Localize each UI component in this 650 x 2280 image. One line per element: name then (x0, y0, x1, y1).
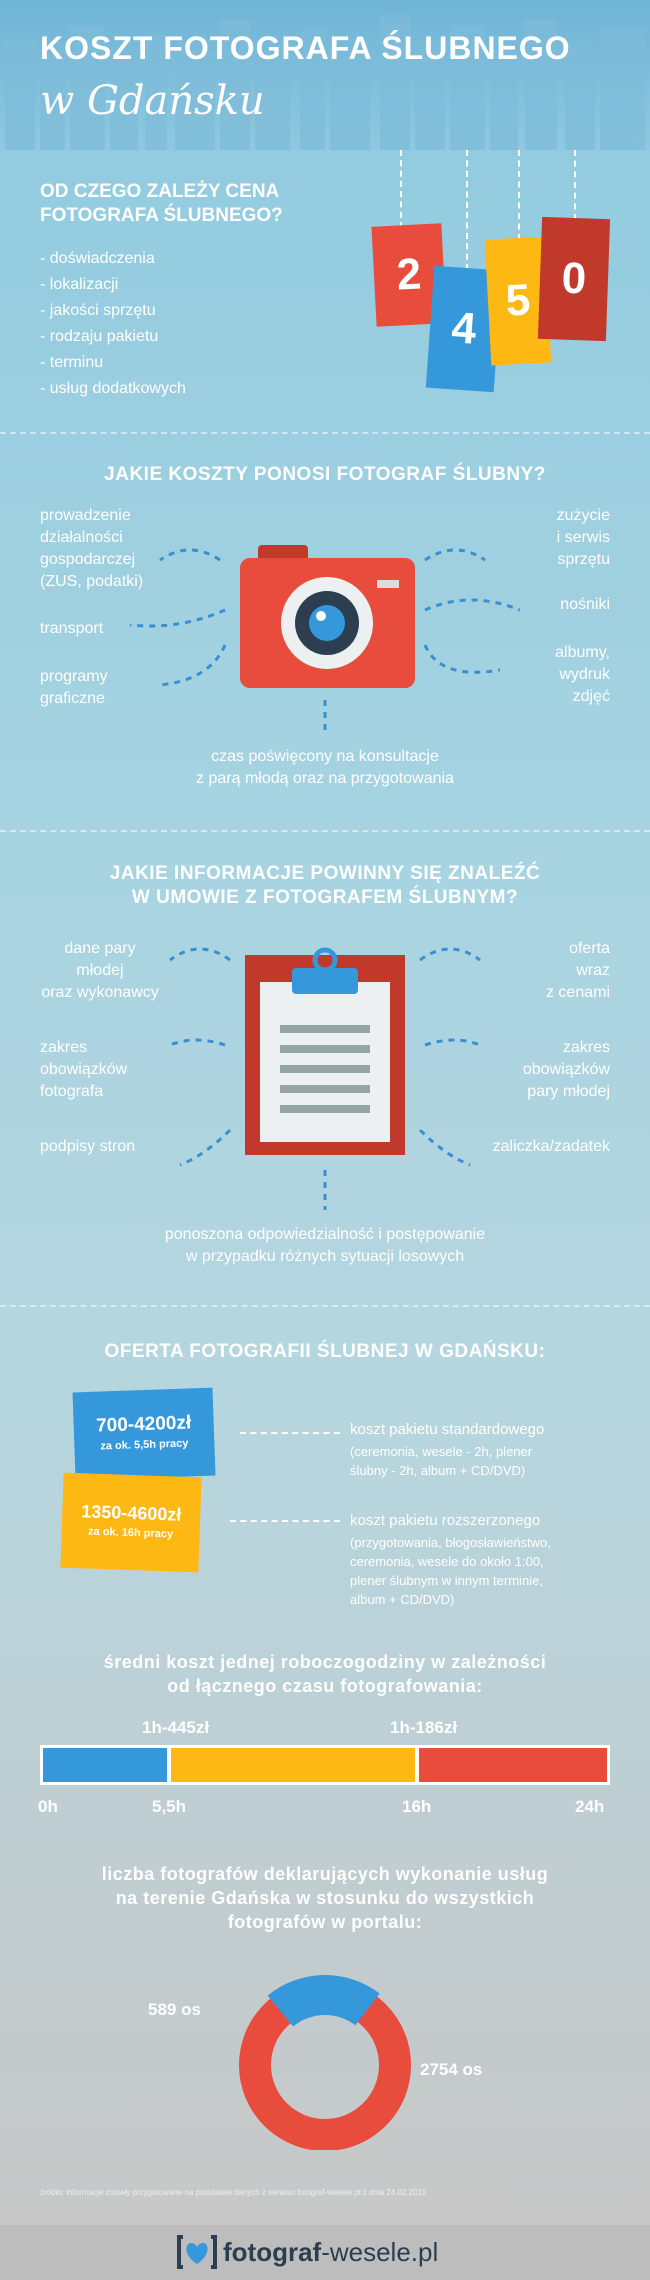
label-line: działalności (40, 529, 123, 546)
label-line: prowadzenie (40, 507, 131, 524)
label-line: ponoszona odpowiedzialność i postępowanie (164, 1226, 486, 1243)
hanging-string (518, 150, 520, 240)
timeline-segment-blue (43, 1748, 167, 1782)
list-item: - rodzaju pakietu (40, 328, 159, 345)
rate-label-extended: 1h-186zł (390, 1718, 458, 1737)
city-skyline-icon (0, 0, 650, 150)
list-item: - jakości sprzętu (40, 302, 156, 319)
divider (0, 830, 650, 832)
donut-large-slice (255, 1995, 395, 2135)
list-item: - usług dodatkowych (40, 380, 186, 397)
desc-line: (przygotowania, błogosławieństwo, (350, 1535, 551, 1550)
list-item: - lokalizacji (40, 276, 119, 293)
standard-package-title: koszt pakietu standardowego (350, 1421, 545, 1438)
hanging-string (466, 150, 468, 270)
divider (0, 1305, 650, 1307)
tick-label: 24h (575, 1797, 605, 1816)
label-line: i serwis (556, 529, 610, 546)
label-line: pary młodej (527, 1083, 610, 1100)
deposit-label: zaliczka/zadatek (492, 1138, 610, 1155)
label-line: oferta (569, 940, 610, 957)
section1-heading-line: OD CZEGO ZALEŻY CENA (40, 181, 280, 202)
label-line: zakres (40, 1039, 88, 1056)
tick-label: 5,5h (152, 1797, 187, 1816)
source-note: źródło: informacje zostały przygotowane na podstawie danych z serwisu fotograf-wesele.pl z dnia 24.02.2015 (40, 2188, 427, 2197)
camera-cost-diagram (0, 520, 650, 750)
section5-heading-line: od łącznego czasu fotografowania: (167, 1676, 483, 1696)
rate-label-standard: 1h-445zł (142, 1718, 210, 1737)
price-factors-list (40, 246, 186, 402)
timeline-segment-red (419, 1748, 607, 1782)
section1-heading-line: FOTOGRAFA ŚLUBNEGO? (40, 205, 283, 226)
timeline-bar (40, 1745, 610, 1785)
label-line: z cenami (545, 984, 610, 1001)
label-line: programy (40, 668, 108, 685)
section5-heading-line: średni koszt jednej roboczogodziny w zależności (103, 1652, 547, 1672)
price-tag-digit: 0 (560, 253, 588, 304)
price-tag-digit: 5 (504, 275, 532, 326)
label-line: wydruk (559, 666, 610, 683)
price-tag-digit: 2 (395, 249, 423, 300)
page-title: KOSZT FOTOGRAFA ŚLUBNEGO (40, 30, 571, 66)
section6-heading-line: liczba fotografów deklarujących wykonanie usług (101, 1864, 549, 1884)
connector-line (230, 1520, 340, 1522)
label-line: obowiązków (40, 1061, 128, 1078)
section3-heading-line: JAKIE INFORMACJE POWINNY SIĘ ZNALEŹĆ (109, 863, 541, 884)
desc-line: album + CD/DVD) (350, 1592, 455, 1607)
label-line: w przypadku różnych sytuacji losowych (185, 1248, 465, 1265)
camera-icon (240, 545, 415, 688)
timeline-segment-yellow (171, 1748, 415, 1782)
label-line: zakres (562, 1039, 610, 1056)
section6-heading-line: fotografów w portalu: (227, 1912, 423, 1932)
section2-heading: JAKIE KOSZTY PONOSI FOTOGRAF ŚLUBNY? (104, 464, 546, 485)
page-subtitle: w Gdańsku (40, 78, 265, 124)
section6-heading-line: na terenie Gdańska w stosunku do wszystkich (115, 1888, 535, 1908)
section4-heading: OFERTA FOTOGRAFII ŚLUBNEJ W GDAŃSKU: (104, 1341, 546, 1362)
small-slice-label: 589 os (148, 2000, 201, 2019)
extended-price-card (60, 1473, 201, 1573)
label-line: z parą młodą oraz na przygotowania (196, 770, 454, 787)
connector-line (240, 1432, 340, 1434)
label-line: (ZUS, podatki) (40, 573, 144, 590)
transport-label: transport (40, 620, 104, 637)
footer (0, 2225, 650, 2280)
section3-heading-line: W UMOWIE Z FOTOGRAFEM ŚLUBNYM? (131, 887, 519, 908)
hanging-string (400, 150, 402, 228)
extended-package-title: koszt pakietu rozszerzonego (350, 1512, 541, 1529)
price-tag (538, 217, 610, 341)
hanging-string (574, 150, 576, 220)
label-line: graficzne (40, 690, 105, 707)
header (0, 0, 650, 150)
donut-chart (210, 1950, 440, 2150)
logo[interactable] (175, 2233, 438, 2271)
heart-bracket-icon (175, 2233, 219, 2271)
tick-label: 16h (402, 1797, 432, 1816)
label-line: albumy, (555, 644, 610, 661)
desc-line: ślubny - 2h, album + CD/DVD) (350, 1463, 526, 1478)
desc-line: ceremonia, wesele do około 1:00, (350, 1554, 544, 1569)
extended-package-desc (350, 1533, 551, 1609)
label-line: oraz wykonawcy (41, 984, 159, 1001)
logo-rest-text: -wesele.pl (321, 2236, 439, 2267)
signatures-label: podpisy stron (40, 1138, 136, 1155)
section1-heading (40, 180, 283, 228)
standard-price: 700-4200zł (95, 1412, 192, 1437)
label-line: zdjęć (572, 688, 610, 705)
label-line: wraz (576, 962, 610, 979)
list-item: - doświadczenia (40, 250, 155, 267)
contract-diagram (0, 940, 650, 1220)
label-line: sprzętu (557, 551, 610, 568)
section5-heading (0, 1650, 650, 1698)
label-line: gospodarczej (40, 551, 136, 568)
section6-heading (0, 1862, 650, 1934)
tick-label: 0h (38, 1797, 58, 1816)
standard-package-desc (350, 1442, 532, 1480)
logo-bold-text: fotograf (223, 2236, 322, 2267)
section3-heading (0, 862, 650, 910)
standard-price-card (73, 1388, 216, 1481)
consultation-label (0, 746, 650, 790)
large-slice-label: 2754 os (420, 2060, 483, 2079)
extended-price: 1350-4600zł (80, 1501, 182, 1525)
label-line: młodej (76, 962, 124, 979)
label-line: fotografa (40, 1083, 104, 1100)
desc-line: plener ślubnym w innym terminie, (350, 1573, 543, 1588)
standard-time: za ok. 5,5h pracy (100, 1437, 189, 1453)
clipboard-icon (245, 950, 405, 1155)
price-tag-digit: 4 (450, 303, 478, 354)
label-line: zużycie (556, 507, 610, 524)
list-item: - terminu (40, 354, 104, 371)
media-label: nośniki (560, 596, 610, 613)
responsibility-label (0, 1224, 650, 1268)
label-line: obowiązków (522, 1061, 610, 1078)
extended-time: za ok. 16h pracy (87, 1525, 174, 1541)
desc-line: (ceremonia, wesele - 2h, plener (350, 1444, 533, 1459)
divider (0, 432, 650, 434)
label-line: czas poświęcony na konsultacje (211, 748, 439, 765)
label-line: dane pary (64, 940, 136, 957)
